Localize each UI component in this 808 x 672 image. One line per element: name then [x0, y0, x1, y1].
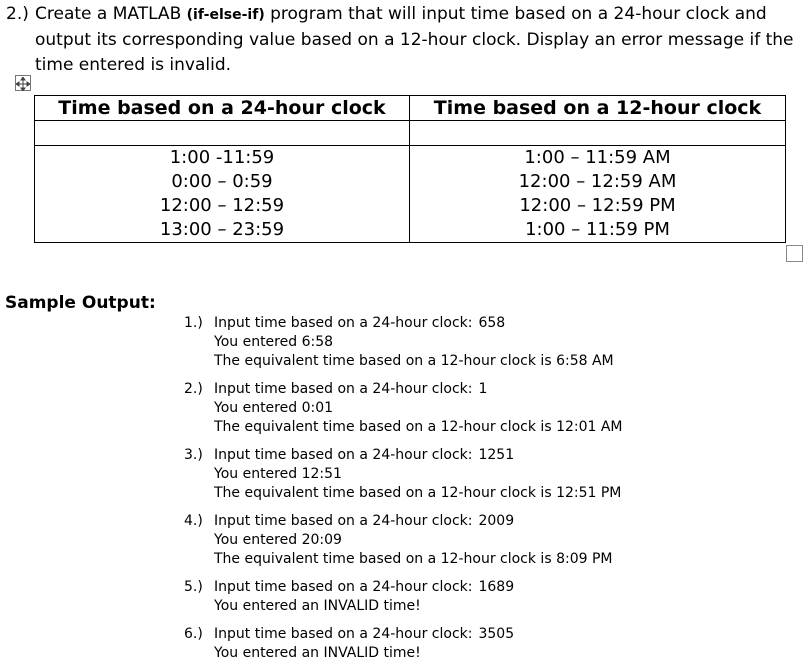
- result-text: The equivalent time based on a 12-hour clock is 6:58 AM: [214, 353, 614, 369]
- entered-text: You entered 20:09: [214, 532, 342, 548]
- input-value: 658: [478, 315, 506, 331]
- input-prompt: Input time based on a 24-hour clock:: [214, 513, 473, 529]
- question-number: 2.): [6, 4, 29, 24]
- item-number: 6.): [184, 626, 203, 642]
- input-prompt: Input time based on a 24-hour clock:: [214, 626, 473, 642]
- list-item: [184, 380, 623, 437]
- header-12-hour: Time based on a 12-hour clock: [410, 96, 786, 121]
- entered-text: You entered an INVALID time!: [214, 598, 421, 614]
- table-empty-row: [35, 121, 786, 146]
- item-number: 1.): [184, 315, 203, 331]
- item-number: 3.): [184, 447, 203, 463]
- input-value: 2009: [478, 513, 515, 529]
- cell-12-hour: 12:00 – 12:59 PM: [410, 194, 786, 218]
- input-value: 1251: [478, 447, 515, 463]
- list-item: [184, 314, 623, 371]
- table-row: [35, 146, 786, 171]
- question-text: [6, 2, 796, 78]
- entered-text: You entered an INVALID time!: [214, 645, 421, 661]
- item-number: 4.): [184, 513, 203, 529]
- input-value: 3505: [478, 626, 515, 642]
- item-number: 2.): [184, 381, 203, 397]
- cell-12-hour: 1:00 – 11:59 AM: [410, 146, 786, 171]
- list-item: [184, 578, 623, 616]
- list-item: [184, 446, 623, 503]
- table-row: [35, 194, 786, 218]
- entered-text: You entered 6:58: [214, 334, 334, 350]
- cell-24-hour: 13:00 – 23:59: [35, 218, 410, 243]
- header-24-hour: Time based on a 24-hour clock: [35, 96, 410, 121]
- time-conversion-table: [34, 95, 786, 243]
- cell-24-hour: 12:00 – 12:59: [35, 194, 410, 218]
- cell-24-hour: 0:00 – 0:59: [35, 170, 410, 194]
- question-line-2: output its corresponding value based on a 12-hour clock. Display an error message if the: [35, 30, 794, 50]
- question-text-part: program that will input time based on a 24-hour clock and: [264, 4, 767, 24]
- code-keyword: (if-else-if): [186, 7, 265, 23]
- question-line-1: [6, 2, 796, 28]
- input-value: 1689: [478, 579, 515, 595]
- cell-12-hour: 1:00 – 11:59 PM: [410, 218, 786, 243]
- item-number: 5.): [184, 579, 203, 595]
- cell-24-hour: 1:00 -11:59: [35, 146, 410, 171]
- entered-text: You entered 12:51: [214, 466, 342, 482]
- empty-cell: [35, 121, 410, 146]
- result-text: The equivalent time based on a 12-hour clock is 12:01 AM: [214, 419, 623, 435]
- entered-text: You entered 0:01: [214, 400, 334, 416]
- table-move-handle-icon[interactable]: [15, 75, 31, 91]
- table-resize-handle[interactable]: [786, 245, 803, 262]
- table-row: [35, 170, 786, 194]
- input-value: 1: [478, 381, 488, 397]
- sample-output-title: Sample Output:: [5, 293, 156, 313]
- table-header-row: [35, 96, 786, 121]
- result-text: The equivalent time based on a 12-hour clock is 12:51 PM: [214, 485, 622, 501]
- input-prompt: Input time based on a 24-hour clock:: [214, 381, 473, 397]
- empty-cell: [410, 121, 786, 146]
- table-row: [35, 218, 786, 243]
- input-prompt: Input time based on a 24-hour clock:: [214, 315, 473, 331]
- list-item: [184, 625, 623, 663]
- sample-output-list: [184, 314, 623, 672]
- result-text: The equivalent time based on a 12-hour clock is 8:09 PM: [214, 551, 613, 567]
- list-item: [184, 512, 623, 569]
- input-prompt: Input time based on a 24-hour clock:: [214, 579, 473, 595]
- cell-12-hour: 12:00 – 12:59 AM: [410, 170, 786, 194]
- question-text-part: Create a MATLAB: [35, 4, 187, 24]
- question-line-3: time entered is invalid.: [35, 55, 232, 75]
- input-prompt: Input time based on a 24-hour clock:: [214, 447, 473, 463]
